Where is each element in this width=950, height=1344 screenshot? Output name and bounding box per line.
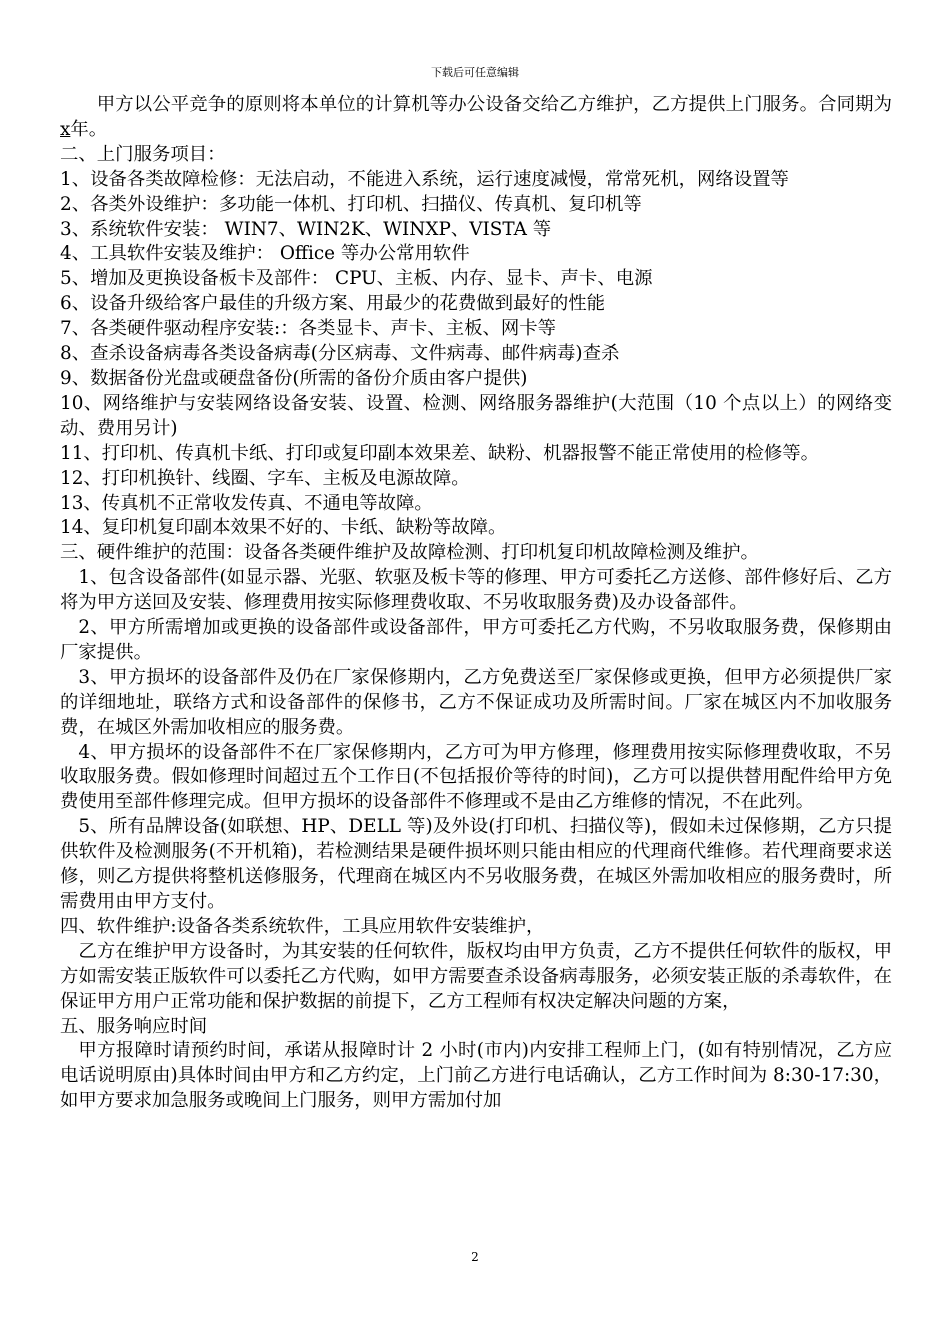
hardware-clause-2: 2、甲方所需增加或更换的设备部件或设备部件，甲方可委托乙方代购，不另收取服务费，保修期由厂家提供。 (60, 617, 892, 663)
intro-text: 甲方以公平竞争的原则将本单位的计算机等办公设备交给乙方维护，乙方提供上门服务。合同期为 (96, 94, 892, 115)
contract-intro (60, 93, 892, 143)
service-item-10: 10、网络维护与安装网络设备安装、设置、检测、网络服务器维护(大范围（10 个点以上）的网络变动、费用另计) (60, 392, 892, 439)
service-item-11: 11、打印机、传真机卡纸、打印或复印副本效果差、缺粉、机器报警不能正常使用的检修等。 (60, 442, 820, 464)
response-time-clause: 甲方报障时请预约时间，承诺从报障时计 2 小时(市内)内安排工程师上门，(如有特别情况，乙方应电话说明原由)具体时间由甲方和乙方约定，上门前乙方进行电话确认，乙方工作时间为 8:30-17:30，如甲方要求加急服务或晚间上门服务，则甲方需加付加 (60, 1040, 892, 1112)
section-heading-2: 二、上门服务项目： (60, 143, 226, 165)
service-item-1: 1、设备各类故障检修：无法启动，不能进入系统，运行速度减慢，常常死机，网络设置等 (60, 168, 789, 190)
hardware-clause-1: 1、包含设备部件(如显示器、光驱、软驱及板卡等的修理、甲方可委托乙方送修、部件修好后、乙方将为甲方送回及安装、修理费用按实际修理费收取、不另收取服务费)及办设备部件。 (60, 567, 892, 614)
service-item-5: 5、增加及更换设备板卡及部件： CPU、主板、内存、显卡、声卡、电源 (60, 268, 653, 290)
document-body (60, 93, 892, 1114)
page-number: 2 (471, 1250, 479, 1264)
hardware-clause-3: 3、甲方损坏的设备部件及仍在厂家保修期内，乙方免费送至厂家保修或更换，但甲方必须提供厂家的详细地址，联络方式和设备部件的保修书，乙方不保证成功及所需时间。厂家在城区内不加收服务费，在城区外需加收相应的服务费。 (60, 666, 892, 738)
hardware-clause-4: 4、甲方损坏的设备部件不在厂家保修期内，乙方可为甲方修理，修理费用按实际修理费收取，不另收取服务费。假如修理时间超过五个工作日(不包括报价等待的时间)，乙方可以提供替用配件给甲方免费使用至部件修理完成。但甲方损坏的设备部件不修理或不是由乙方维修的情况，不在此列。 (60, 741, 892, 813)
software-clause: 乙方在维护甲方设备时，为其安装的任何软件，版权均由甲方负责，乙方不提供任何软件的版权，甲方如需安装正版软件可以委托乙方代购，如甲方需要查杀设备病毒服务，必须安装正版的杀毒软件，在保证甲方用户正常功能和保护数据的前提下，乙方工程师有权决定解决问题的方案， (60, 940, 892, 1012)
page-header: 下载后可任意编辑 (431, 66, 519, 79)
service-item-3: 3、系统软件安装： WIN7、WIN2K、WINXP、VISTA 等 (60, 218, 552, 240)
service-item-7: 7、各类硬件驱动程序安装:：各类显卡、声卡、主板、网卡等 (60, 318, 557, 340)
service-item-2: 2、各类外设维护：多功能一体机、打印机、扫描仪、传真机、复印机等 (60, 193, 642, 215)
service-item-12: 12、打印机换针、线圈、字车、主板及电源故障。 (60, 467, 470, 489)
service-item-14: 14、复印机复印副本效果不好的、卡纸、缺粉等故障。 (60, 517, 507, 539)
service-item-6: 6、设备升级给客户最佳的升级方案、用最少的花费做到最好的性能 (60, 293, 606, 315)
service-item-9: 9、数据备份光盘或硬盘备份(所需的备份介质由客户提供) (60, 367, 528, 389)
service-item-13: 13、传真机不正常收发传真、不通电等故障。 (60, 492, 433, 514)
service-item-4: 4、工具软件安装及维护： Office 等办公常用软件 (60, 243, 470, 265)
contract-term-years: x (60, 118, 71, 140)
section-heading-5: 五、服务响应时间 (60, 1015, 208, 1037)
service-item-8: 8、查杀设备病毒各类设备病毒(分区病毒、文件病毒、邮件病毒)查杀 (60, 343, 620, 365)
intro-text-end: 年。 (70, 118, 108, 140)
section-heading-3: 三、硬件维护的范围：设备各类硬件维护及故障检测、打印机复印机故障检测及维护。 (60, 542, 759, 564)
hardware-clause-5: 5、所有品牌设备(如联想、HP、DELL 等)及外设(打印机、扫描仪等)，假如未过保修期，乙方只提供软件及检测服务(不开机箱)，若检测结果是硬件损坏则只能由相应的代理商代维修。若代理商要求送修，则乙方提供将整机送修服务，代理商在城区内不另收服务费，在城区外需加收相应的服务费时，所需费用由甲方支付。 (60, 816, 892, 912)
section-heading-4: 四、软件维护:设备各类系统软件，工具应用软件安装维护， (60, 915, 545, 937)
